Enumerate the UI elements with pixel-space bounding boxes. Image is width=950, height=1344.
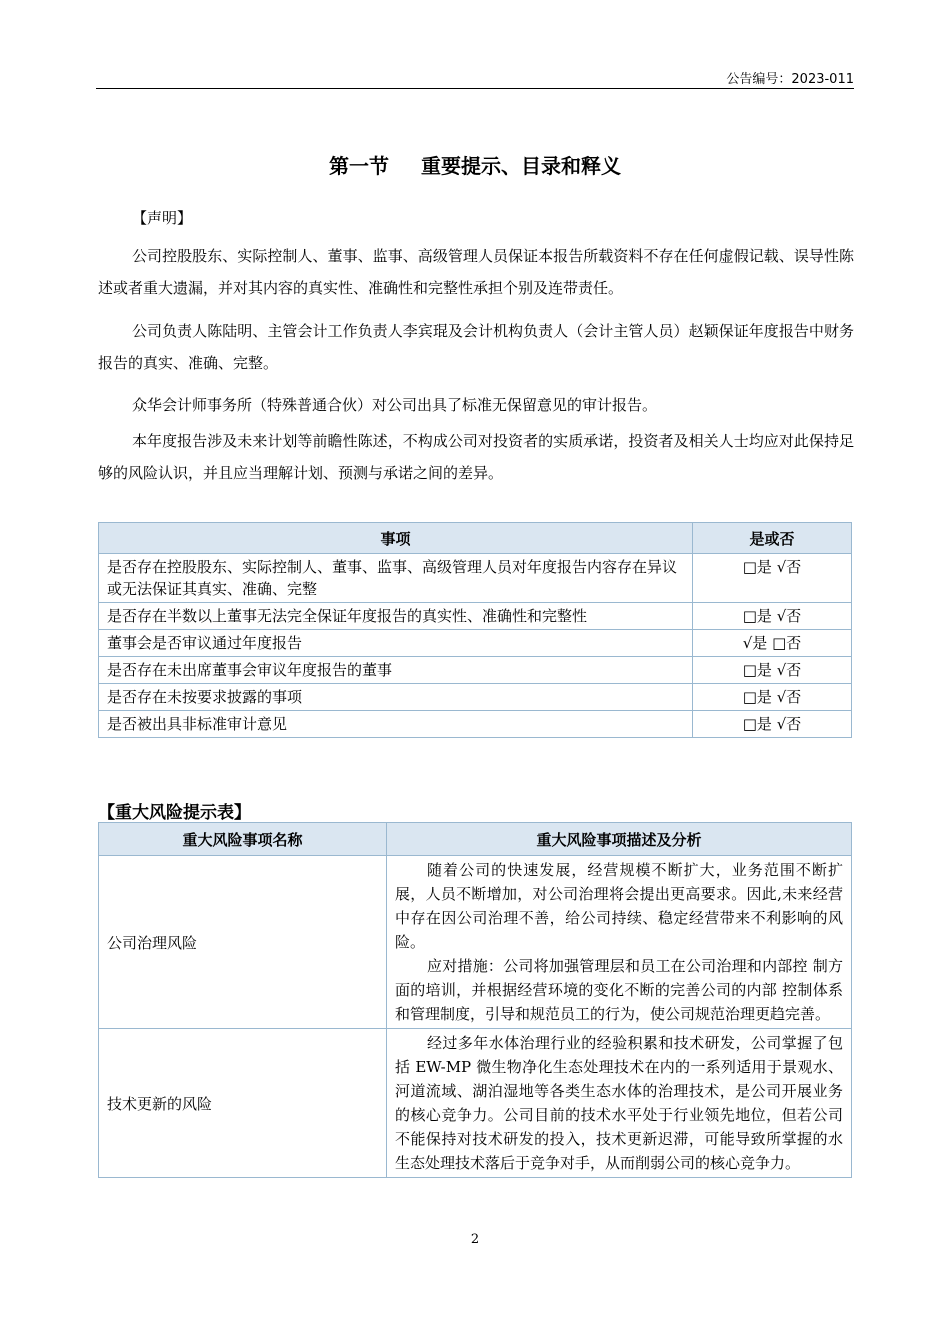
column-header: 重大风险事项名称 [99, 823, 387, 856]
matter-answer: □是 √否 [693, 554, 852, 603]
matters-table [98, 522, 852, 738]
column-header: 是或否 [693, 523, 852, 554]
table-row [99, 711, 852, 738]
matter-item: 是否存在半数以上董事无法完全保证年度报告的真实性、准确性和完整性 [99, 603, 693, 630]
matter-answer: □是 √否 [693, 684, 852, 711]
declaration-paragraph: 众华会计师事务所（特殊普通合伙）对公司出具了标准无保留意见的审计报告。 [132, 396, 658, 414]
risk-description [387, 1029, 852, 1178]
column-header: 重大风险事项描述及分析 [387, 823, 852, 856]
header-divider [96, 88, 854, 89]
table-header-row [99, 823, 852, 856]
table-row [99, 630, 852, 657]
section-title [0, 150, 950, 179]
risk-countermeasure-paragraph: 应对措施：公司将加强管理层和员工在公司治理和内部控 制方面的培训，并根据经营环境的变化不断的完善公司的内部 控制体系和管理制度，引导和规范员工的行为，使公司规范治理更趋完善。 [395, 957, 843, 1023]
risk-name: 公司治理风险 [99, 856, 387, 1029]
declaration-paragraph: 公司控股股东、实际控制人、董事、监事、高级管理人员保证本报告所载资料不存在任何虚假记载、误导性陈述或者重大遗漏，并对其内容的真实性、准确性和完整性承担个别及连带责任。 [98, 247, 854, 297]
matter-item: 是否存在未出席董事会审议年度报告的董事 [99, 657, 693, 684]
risk-description-paragraph: 经过多年水体治理行业的经验积累和技术研发，公司掌握了包括 EW-MP 微生物净化生态处理技术在内的一系列适用于景观水、河道流域、湖泊湿地等各类生态水体的治理技术，是公司开展业务的核心竞争力。公司目前的技术水平处于行业领先地位，但若公司不能保持对技术研发的投入，技术更新迟滞，可能导致所掌握的水生态处理技术落后于竞争对手，从而削弱公司的核心竞争力。 [395, 1034, 843, 1172]
table-row [99, 684, 852, 711]
risk-table [98, 822, 852, 1178]
table-header-row [99, 523, 852, 554]
column-header: 事项 [99, 523, 693, 554]
table-row [99, 856, 852, 1029]
section-number: 第一节 [329, 154, 389, 178]
table-row [99, 657, 852, 684]
risk-description-paragraph: 随着公司的快速发展，经营规模不断扩大，业务范围不断扩展，人员不断增加，对公司治理将会提出更高要求。因此,未来经营中存在因公司治理不善，给公司持续、稳定经营带来不利影响的风险。 [395, 861, 843, 951]
matter-answer: □是 √否 [693, 657, 852, 684]
risk-name: 技术更新的风险 [99, 1029, 387, 1178]
table-row [99, 1029, 852, 1178]
page-number: 2 [470, 1232, 480, 1247]
risk-table-heading: 【重大风险提示表】 [98, 803, 251, 823]
matter-item: 董事会是否审议通过年度报告 [99, 630, 693, 657]
announcement-code: 公告编号：2023-011 [726, 72, 854, 87]
table-row [99, 603, 852, 630]
matter-item: 是否存在控股股东、实际控制人、董事、监事、高级管理人员对年度报告内容存在异议或无法保证其真实、准确、完整 [99, 554, 693, 603]
risk-description [387, 856, 852, 1029]
declaration-heading: 【声明】 [132, 209, 193, 227]
declaration-paragraph: 本年度报告涉及未来计划等前瞻性陈述，不构成公司对投资者的实质承诺，投资者及相关人士均应对此保持足够的风险认识，并且应当理解计划、预测与承诺之间的差异。 [98, 432, 854, 482]
matter-item: 是否被出具非标准审计意见 [99, 711, 693, 738]
declaration-paragraph: 公司负责人陈陆明、主管会计工作负责人李宾琨及会计机构负责人（会计主管人员）赵颖保证年度报告中财务报告的真实、准确、完整。 [98, 322, 854, 372]
matter-item: 是否存在未按要求披露的事项 [99, 684, 693, 711]
matter-answer: □是 √否 [693, 711, 852, 738]
section-name: 重要提示、目录和释义 [421, 154, 621, 178]
matter-answer: □是 √否 [693, 603, 852, 630]
table-row [99, 554, 852, 603]
matter-answer: √是 □否 [693, 630, 852, 657]
